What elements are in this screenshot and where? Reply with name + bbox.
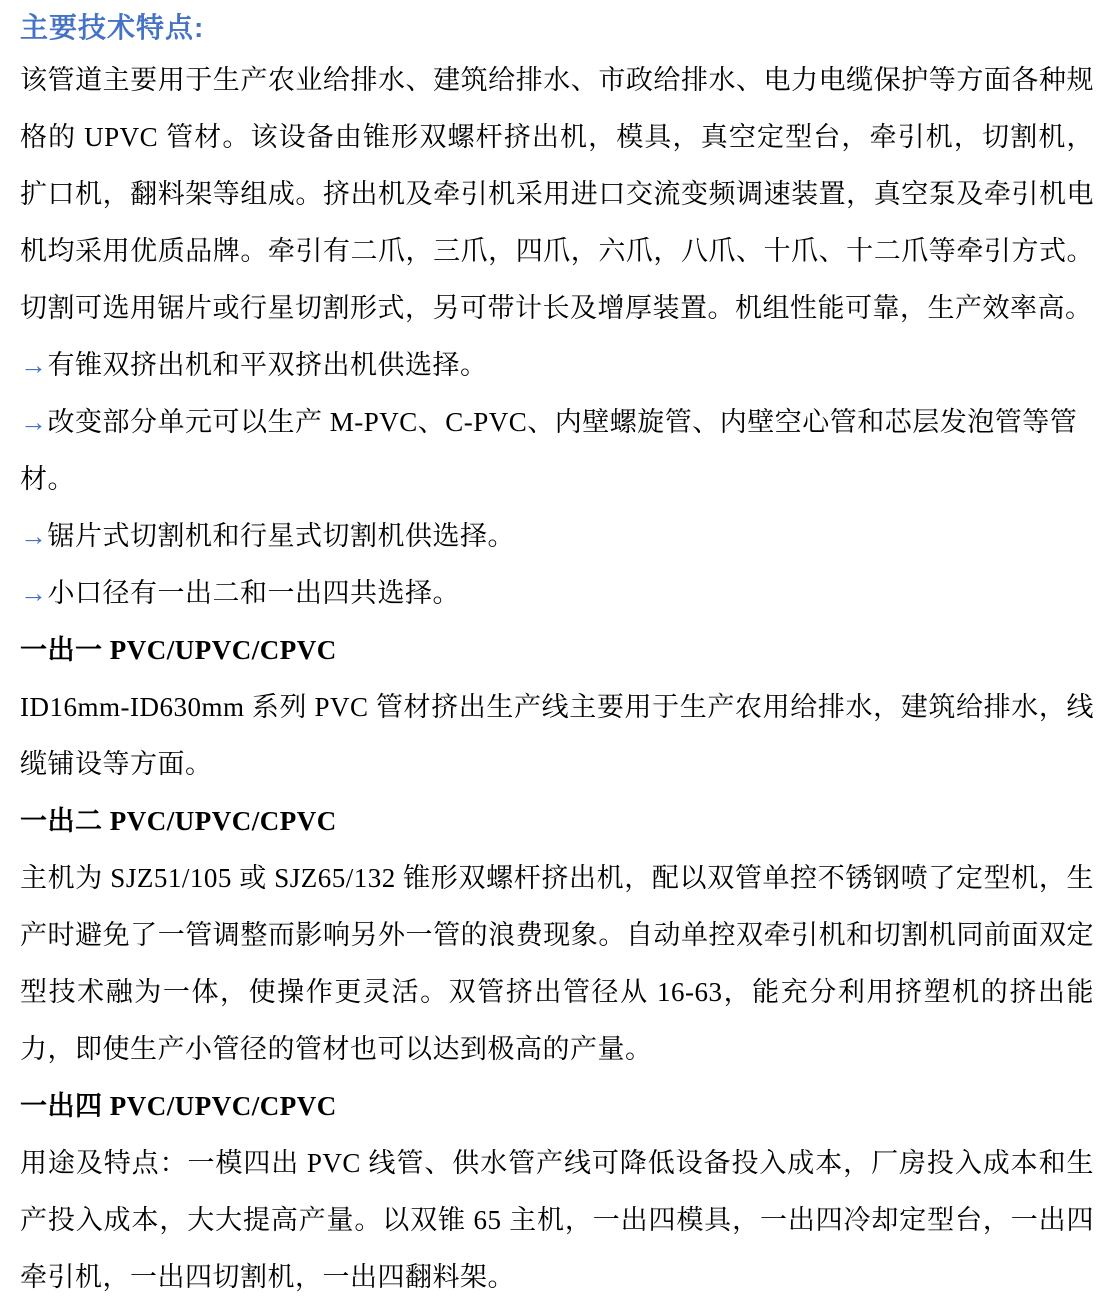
bullet-text: 改变部分单元可以生产 M-PVC、C-PVC、内壁螺旋管、内壁空心管和芯层发泡管等管材。 [20, 407, 1078, 494]
feature-bullet-unit-change [20, 394, 1094, 508]
intro-paragraph: 该管道主要用于生产农业给排水、建筑给排水、市政给排水、电力电缆保护等方面各种规格的 UPVC 管材。该设备由锥形双螺杆挤出机，模具，真空定型台，牵引机，切割机，扩口机，翻料架等组成。挤出机及牵引机采用进口交流变频调速装置，真空泵及牵引机电机均采用优质品牌。牵引有二爪，三爪，四爪，六爪，八爪、十爪、十二爪等牵引方式。切割可选用锯片或行星切割形式，另可带计长及增厚装置。机组性能可靠，生产效率高。 [20, 65, 1094, 323]
arrow-icon: → [20, 521, 48, 551]
feature-bullet-cutter-options [20, 508, 1094, 565]
section-body-one-out-two: 主机为 SJZ51/105 或 SJZ65/132 锥形双螺杆挤出机，配以双管单控不锈钢喷了定型机，生产时避免了一管调整而影响另外一管的浪费现象。自动单控双牵引机和切割机同前面双定型技术融为一体，使操作更灵活。双管挤出管径从 16-63，能充分利用挤塑机的挤出能力，即使生产小管径的管材也可以达到极高的产量。 [20, 863, 1094, 1064]
page-title: 主要技术特点: [20, 12, 205, 43]
arrow-icon: → [20, 407, 48, 437]
section-heading-one-out-two: 一出二 PVC/UPVC/CPVC [20, 806, 337, 836]
arrow-icon: → [20, 578, 48, 608]
feature-bullet-extruder-options [20, 337, 1094, 394]
section-heading-one-out-one: 一出一 PVC/UPVC/CPVC [20, 635, 337, 665]
arrow-icon: → [20, 350, 48, 380]
bullet-text: 小口径有一出二和一出四共选择。 [47, 578, 460, 608]
bullet-text: 锯片式切割机和行星式切割机供选择。 [47, 521, 515, 551]
bullet-text: 有锥双挤出机和平双挤出机供选择。 [47, 350, 488, 380]
feature-bullet-small-diameter [20, 565, 1094, 622]
section-body-one-out-four: 用途及特点：一模四出 PVC 线管、供水管产线可降低设备投入成本，厂房投入成本和生产投入成本，大大提高产量。以双锥 65 主机，一出四模具，一出四冷却定型台，一出四牵引机，一出四切割机，一出四翻料架。 [20, 1148, 1094, 1292]
section-body-one-out-one: ID16mm-ID630mm 系列 PVC 管材挤出生产线主要用于生产农用给排水，建筑给排水，线缆铺设等方面。 [20, 692, 1094, 779]
section-heading-one-out-four: 一出四 PVC/UPVC/CPVC [20, 1091, 337, 1121]
